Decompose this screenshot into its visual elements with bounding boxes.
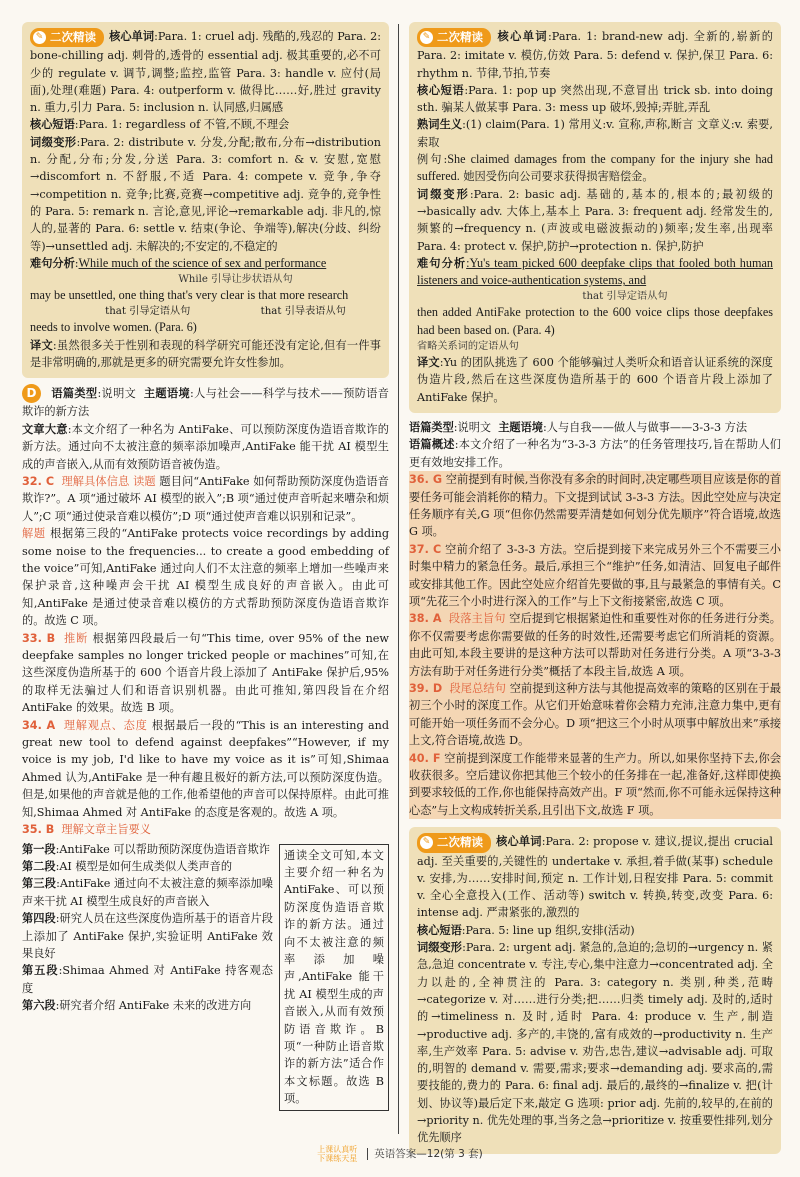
passage-3-section: 语篇类型:说明文 主题语境:人与自我——做人与做事——3-3-3 方法 语篇概述:本文介绍了一种名为“3-3-3 方法”的任务管理技巧,旨在帮助人们更有效地安排工作。 36. G 空前提到有时候,当你没有多余的时间时,决定哪些项目应该是你的首要任务可能会消耗你的精力。下文提到试试 3-3-3 方法。因此空处应与决定任务顺序有关,G 项“但你仍然需要弄清楚如何划分优先顺序”符合语境,故选 G 项。 37. C 空前介绍了 3-3-3 方法。空后提到接下来完成另外三个不需要三小时集中精力的紧急任务。最后,承担三个“维护”任务,如清洁、回复电子邮件或安排其他工作。因此空处应介绍首先要做的事,且与最紧急的事情有关。C 项“先花三个小时进行深入的工作”与上下文衔接紧密,故选 C 项。 38. A 段落主旨句 空后提到它根据紧迫性和重要性对你的任务进行分类。你不仅需要考虑你需要做的任务的时效性,还需要考虑它们所消耗的资源。由此可知,本段主要讲的是这种方法可以帮助对任务进行分类。A 项“3-3-3 方法有助于对任务进行分类”概括了本段主旨,故选 A 项。 39. D 段尾总结句 空前提到这种方法与其他提高效率的策略的区别在于最初三个小时的深度工作。从它们开始意味着你会精力充沛,注意力集中,更有可能开始一项任务而不会分心。D 项“把这三个小时从项事中解放出来”承接上文,符合语境,故选 D。 40. F 空前提到深度工作能带来显著的生产力。所以,如果你坚持下去,你会收获很多。空后建议你把其他三个较小的任务排在一起,准备好,这样即使换到要求较低的工作,你也能保持高效产出。F 项“然而,你不可能永远保持这种心态”与上文构成转折关系,且引出下文,故选 F 项。 xyxy=(409,419,781,819)
brand-logo: 上课认真听 下课练天星 xyxy=(317,1145,358,1163)
sentence-line-1: While much of the science of sex and performance xyxy=(78,255,327,270)
answer-33: 33. B 推断 根据第四段最后一句“This time, over 95% of the new deepfake samples no longer tricked people or machines”可知,在这些深度伪造所基于的 600 个语音片段上添加了 AntiFake 保护后,95% 的取样无法骗过人们和语音识别机器。由此可推知,第四段旨在介绍 AntiFake 的效果。故选 B 项。 xyxy=(22,631,389,715)
answer-40: 40. F 空前提到深度工作能带来显著的生产力。所以,如果你坚持下去,你会收获很多。空后建议你把其他三个较小的任务排在一起,准备好,这样即使换到要求较低的工作,你也能保持高效产出。F 项“然而,你不可能永远保持这种心态”与上文构成转折关系,且引出下文,故选 F 项。 xyxy=(409,750,781,820)
reread-box-top-right: ✎ 二次精读 核心单词:Para. 1: brand-new adj. 全新的,崭新的 Para. 2: imitate v. 模仿,仿效 Para. 5: defend v. 保护,保卫 Para. 6: rhythm n. 节律,节拍,节奏 核心短语:Para. 1: pop up 突然出现,不意冒出 trick sb. into doing sth. 骗某人做某事 Para. 3: mess up 破坏,毁掉;弄脏,弄乱 熟词生义:(1) claim(Para. 1) 常用义:v. 宣称,声称,断言 文章义:v. 索要,索取 例句:She claimed damages from the company for the injury she had suffered. 她因受伤向公司要求获得损害赔偿金。 词缀变形:Para. 2: basic adj. 基础的,基本的,根本的;最初级的→basically adv. 大体上,基本上 Para. 3: frequent adj. 经常发生的,频繁的→frequency n. (声波或电磁波振动的)频率;发生率,出现率 Para. 4: protect v. 保护,防护→protection n. 保护,防护 难句分析:Yu's team picked 600 deepfake clips that fooled both human listeners and voice-authentication systems, and that 引导定语从句 then added AntiFake protection to the 600 voice clips those deepfakes had been based on. (Para. 4) 省略关系词的定语从句 译文:Yu 的团队挑选了 600 个能够骗过人类听众和语音认证系统的深度伪造片段,然后在这些深度伪造所基于的 600 个语音片段上添加了 AntiFake 保护。 xyxy=(409,22,781,413)
para-item: 第三段:AntiFake 通过向不太被注意的频率添加噪声来干扰 AI 模型生成良好的声音嵌入 xyxy=(22,877,273,908)
left-column xyxy=(22,22,389,1135)
annotation-while: While 引导让步状语从句 xyxy=(178,274,293,286)
annotation-omitted: 省略关系词的定语从句 xyxy=(417,341,519,353)
answer-34: 34. A 理解观点、态度 根据最后一段的“This is an interesting and great new tool to defend against deepfakes”“However, if my voice is my job, I'd like to have my voice as it is”可知,Shimaa Ahmed 认为,AntiFake 是一种有趣且极好的新方法,可以预防深度伪造。但是,如果他的声音就是他的工作,他希望他的声音可以保持原样。由此可推知,Shimaa Ahmed 对 AntiFake 的态度是客观的。故选 A 项。 xyxy=(22,718,389,819)
para-item: 第一段:AntiFake 可以帮助预防深度伪造语音欺诈 xyxy=(22,842,270,856)
pen-icon: ✎ xyxy=(420,836,433,849)
answer-36: 36. G 空前提到有时候,当你没有多余的时间时,决定哪些项目应该是你的首要任务可能会消耗你的精力。下文提到试试 3-3-3 方法。因此空处应与决定任务顺序有关,G 项“但你仍然需要弄清楚如何划分优先顺序”符合语境,故选 G 项。 xyxy=(409,471,781,541)
sentence-line-2: then added AntiFake protection to the 600 voice clips those deepfakes had been based on. (Para. 4) xyxy=(417,305,773,337)
paragraph-list xyxy=(22,841,273,1111)
reread-badge: ✎ 二次精读 xyxy=(417,28,491,47)
answer-32: 32. C 理解具体信息 读题 题目问“AntiFake 如何帮助预防深度伪造语音欺诈?”。A 项“通过破坏 AI 模型的嵌入”;B 项“通过使声音听起来嘈杂和烦人”;C 项“通过使录音难以模仿”;D 项“通过使声音难以识别和记录”。 xyxy=(22,474,389,523)
sentence-line-3: needs to involve women. (Para. 6) xyxy=(30,320,197,335)
annotation-row: that 引导定语从句 that 引导表语从句 xyxy=(105,306,346,318)
reread-badge: ✎ 二次精读 xyxy=(30,28,104,47)
column-divider xyxy=(398,24,399,1134)
annotation-that: that 引导定语从句 xyxy=(582,291,668,303)
pen-icon: ✎ xyxy=(33,31,46,44)
para-item: 第六段:研究者介绍 AntiFake 未来的改进方向 xyxy=(22,999,252,1013)
sentence-line-1: :Yu's team picked 600 deepfake clips that fooled both human listeners and voice-authentication systems, and xyxy=(417,255,773,288)
para-item: 第五段:Shimaa Ahmed 对 AntiFake 持客观态度 xyxy=(22,964,273,995)
para-item: 第四段:研究人员在这些深度伪造所基于的语音片段上添加了 AntiFake 保护,实验证明 AntiFake 效果良好 xyxy=(22,912,273,960)
page-footer xyxy=(0,1145,800,1163)
passage-d-section: D 语篇类型:说明文 主题语境:人与社会——科学与技术——预防语音欺诈的新方法 文章大意:本文介绍了一种名为 AntiFake、可以预防深度伪造语音欺诈的新方法。通过向不太被注意的频率添加噪声,AntiFake 能干扰 AI 模型生成的声音嵌入,从而有效预防语音被伪造。 32. C 理解具体信息 读题 题目问“AntiFake 如何帮助预防深度伪造语音欺诈?”。A 项“通过破坏 AI 模型的嵌入”;B 项“通过使声音听起来嘈杂和烦人”;C 项“通过使录音难以模仿”;D 项“通过使声音难以识别和记录”。 解题 根据第三段的“AntiFake protects voice recordings by adding some noise to the frequencies... to create a good embedding of the voice”可知,AntiFake 通过向人们不太注意的频率上增加一些噪声来保护录音,这种噪声会干扰 AI 模型生成良好的声音嵌入。由此可知,AntiFake 是通过使录音难以模仿的方式帮助预防深度伪造语音欺诈的。故选 C 项。 33. B 推断 根据第四段最后一句“This time, over 95% of the new deepfake samples no longer tricked people or machines”可知,在这些深度伪造所基于的 600 个语音片段上添加了 AntiFake 保护后,95% 的取样无法骗过人们和语音识别机器。由此可推知,第四段旨在介绍 AntiFake 的效果。故选 B 项。 34. A 理解观点、态度 根据最后一段的“This is an interesting and great new tool to defend against deepfakes”“However, if my voice is my job, I'd like to have my voice as it is”可知,Shimaa Ahmed 认为,AntiFake 是一种有趣且极好的新方法,可以预防深度伪造。但是,如果他的声音就是他的工作,他希望他的声音可以保持原样。由此可推知,Shimaa Ahmed 对 AntiFake 的态度是客观的。故选 A 项。 35. B 理解文章主旨要义 第一段:AntiFake 可以帮助预防深度伪造语音欺诈 第二段:AI 模型是如何生成类似人类声音的 第三段:AntiFake 通过向不太被注意的频率添加噪声来干扰 AI 模型生成良好的声音嵌入 第四段:研究人员在这些深度伪造所基于的语音片段上添加了 AntiFake 保护,实验证明 AntiFake 效果良好 第五段:Shimaa Ahmed 对 AntiFake 持客观态度 第六段:研究者介绍 AntiFake 未来的改进方向 通读全文可知,本文主要介绍一种名为 AntiFake、可以预防深度伪造语音欺诈的新方法。通过向不太被注意的频率添加噪声,AntiFake 能干扰 AI 模型生成的声音嵌入,从而有效预防语音欺诈。B 项“一种防止语音欺诈的新方法”适合作本文标题。故选 B 项。 xyxy=(22,384,389,1110)
paragraph-structure xyxy=(22,841,389,1111)
footer-separator xyxy=(367,1148,368,1160)
answer-35: 35. B 理解文章主旨要义 xyxy=(22,823,151,837)
answer-38: 38. A 段落主旨句 空后提到它根据紧迫性和重要性对你的任务进行分类。你不仅需要考虑你需要做的任务的时效性,还需要考虑它们所消耗的资源。由此可知,本段主要讲的是这种方法可以帮助对任务进行分类。A 项“3-3-3 方法有助于对任务进行分类”概括了本段主旨,故选 A 项。 xyxy=(409,610,781,680)
page-number: 英语答案—12(第 3 套) xyxy=(374,1148,483,1160)
passage-d-badge: D xyxy=(22,384,41,403)
para-item: 第二段:AI 模型是如何生成类似人类声音的 xyxy=(22,859,233,873)
answer-37: 37. C 空前介绍了 3-3-3 方法。空后提到接下来完成另外三个不需要三小时集中精力的紧急任务。最后,承担三个“维护”任务,如清洁、回复电子邮件或安排其他工作。因此空处应介绍首先要做的事,且与最紧急的事情有关。C 项“先花三个小时进行深入的工作”与上下文衔接紧密,故选 C 项。 xyxy=(409,541,781,611)
reread-box-top-left: ✎ 二次精读 核心单词:Para. 1: cruel adj. 残酷的,残忍的 Para. 2: bone-chilling adj. 刺骨的,透骨的 essential adj. 极其重要的,必不可少的 regulate v. 调节,调整;监控,监管 Para. 3: handle v. 应付(局面),处理(难题) Para. 4: outperform v. 做得比……好,胜过 gravity n. 重力,引力 Para. 5: inclusion n. 认同感,归属感 核心短语:Para. 1: regardless of 不管,不顾,不理会 词缀变形:Para. 2: distribute v. 分发,分配;散布,分布→distribution n. 分配,分布;分发,分送 Para. 3: comfort n. & v. 安慰,宽慰→discomfort n. 不舒服,不适 Para. 4: compete v. 竞争,争夺→competition n. 竞争;比赛,竞赛→competitive adj. 竞争的,竞争性的 Para. 5: remark n. 言论,意见,评论→remarkable adj. 非凡的,惊人的,显著的 Para. 6: settle v. 结束(争论、争端等),解决(分歧、纠纷等)→unsettled adj. 未解决的;不安定的,不稳定的 难句分析:While much of the science of sex and performance While 引导让步状语从句 may be unsettled, one thing that's very clear is that more research that 引导定语从句 that 引导表语从句 needs to involve women. (Para. 6) 译文:虽然很多关于性别和表现的科学研究可能还没有定论,但有一件事是非常明确的,那就是更多的研究需要允许女性参加。 xyxy=(22,22,389,378)
reread-badge: ✎ 二次精读 xyxy=(417,833,491,852)
reread-box-bottom-right: ✎ 二次精读 核心单词:Para. 2: propose v. 建议,提议,提出 crucial adj. 至关重要的,关键性的 undertake v. 承担,着手做(某事) schedule v. 安排,为……安排时间,预定 n. 工作计划,日程安排 Para. 5: commit v. 全心全意投入(工作、活动等) switch v. 转换,转变,改变 Para. 6: intense adj. 严肃紧张的,激烈的 核心短语:Para. 5: line up 组织,安排(活动) 词缀变形:Para. 2: urgent adj. 紧急的,急迫的;急切的→urgency n. 紧急,急迫 concentrate v. 专注,专心,集中注意力→concentrated adj. 全力以赴的,全神贯注的 Para. 3: category n. 类别,种类,范畴→categorize v. 对……进行分类;把……归类 timely adj. 及时的,适时的→timeliness n. 及时,适时 Para. 4: produce v. 生产,制造→productive adj. 多产的,丰饶的,富有成效的→productivity n. 生产率,生产效率 Para. 5: advise v. 劝告,忠告,建议→advisable adj. 可取的,明智的 demand v. 需要,需求;要求→demanding adj. 要求高的,需要技能的,费力的 Para. 6: final adj. 最后的,最终的→finalize v. 把(计划、协议等)最后定下来,敲定 G 选项: prior adj. 先前的,较早的,在前的→priority n. 优先处理的事,当务之急→prioritize v. 按重要性排列,划分优先顺序 xyxy=(409,827,781,1153)
right-column xyxy=(409,22,781,1145)
answer-35-explanation-box: 通读全文可知,本文主要介绍一种名为 AntiFake、可以预防深度伪造语音欺诈的新方法。通过向不太被注意的频率添加噪声,AntiFake 能干扰 AI 模型生成的声音嵌入,从而有效预防语音欺诈。B 项“一种防止语音欺诈的新方法”适合作本文标题。故选 B 项。 xyxy=(279,844,389,1111)
answer-39: 39. D 段尾总结句 空前提到这种方法与其他提高效率的策略的区别在于最初三个小时的深度工作。从它们开始意味着你会精力充沛,注意力集中,更有可能开始一项任务而不会分心。D 项“把这三个小时从项事中解放出来”承接上文,符合语境,故选 D。 xyxy=(409,680,781,750)
sentence-line-2: may be unsettled, one thing that's very clear is that more research xyxy=(30,288,349,303)
pen-icon: ✎ xyxy=(420,31,433,44)
